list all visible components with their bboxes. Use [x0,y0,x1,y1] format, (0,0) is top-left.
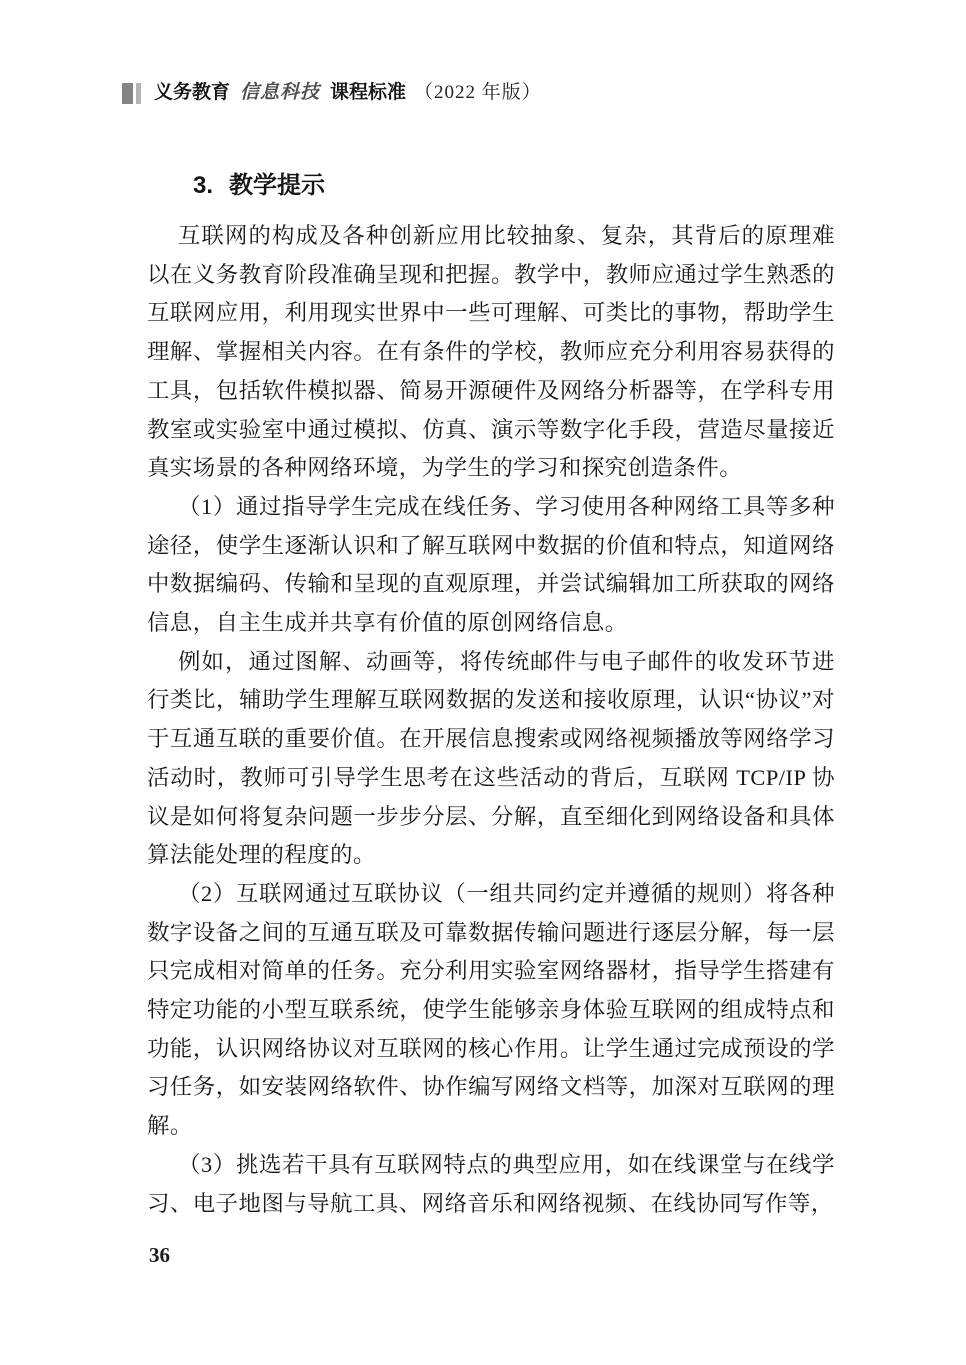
paragraph-intro: 互联网的构成及各种创新应用比较抽象、复杂，其背后的原理难以在义务教育阶段准确呈现和把握。教学中，教师应通过学生熟悉的互联网应用，利用现实世界中一些可理解、可类比的事物，帮助学生理解、掌握相关内容。在有条件的学校，教师应充分利用容易获得的工具，包括软件模拟器、简易开源硬件及网络分析器等，在学科专用教室或实验室中通过模拟、仿真、演示等数字化手段，营造尽量接近真实场景的各种网络环境，为学生的学习和探究创造条件。 [147,223,835,481]
header-bar-dark-icon [122,83,133,104]
paragraph-example: 例如，通过图解、动画等，将传统邮件与电子邮件的收发环节进行类比，辅助学生理解互联网数据的发送和接收原理，认识“协议”对于互通互联的重要价值。在开展信息搜索或网络视频播放等网络学习活动时，教师可引导学生思考在这些活动的背后，互联网 TCP/IP 协议是如何将复杂问题一步步分层、分解，直至细化到网络设备和具体算法能处理的程度的。 [147,648,835,868]
section-title-text: 教学提示 [229,172,326,199]
section-title [193,165,325,200]
header-edition-label: （2022 年版） [414,82,542,103]
paragraph-item-3: （3）挑选若干具有互联网特点的典型应用，如在线课堂与在线学习、电子地图与导航工具、网络音乐和网络视频、在线协同写作等， [147,1151,835,1216]
paragraph-item-1: （1）通过指导学生完成在线任务、学习使用各种网络工具等多种途径，使学生逐渐认识和了解互联网中数据的价值和特点，知道网络中数据编码、传输和呈现的直观原理，并尝试编辑加工所获取的网络信息，自主生成并共享有价值的原创网络信息。 [147,493,835,636]
body-text [147,217,835,1223]
page-number: 36 [149,1243,170,1267]
paragraph-item-2: （2）互联网通过互联协议（一组共同约定并遵循的规则）将各种数字设备之间的互通互联及可靠数据传输问题进行逐层分解，每一层只完成相对简单的任务。充分利用实验室网络器材，指导学生搭建有特定功能的小型互联系统，使学生能够亲身体验互联网的组成特点和功能，认识网络协议对互联网的核心作用。让学生通过完成预设的学习任务，如安装网络软件、协作编写网络文档等，加深对互联网的理解。 [147,880,835,1139]
running-header [122,82,542,104]
header-bar-light-icon [136,83,141,104]
header-subject-label: 信息科技 [240,82,321,103]
header-standard-label: 课程标准 [330,82,407,103]
header-series-label: 义务教育 [154,82,231,103]
section-number: 3. [193,172,214,199]
